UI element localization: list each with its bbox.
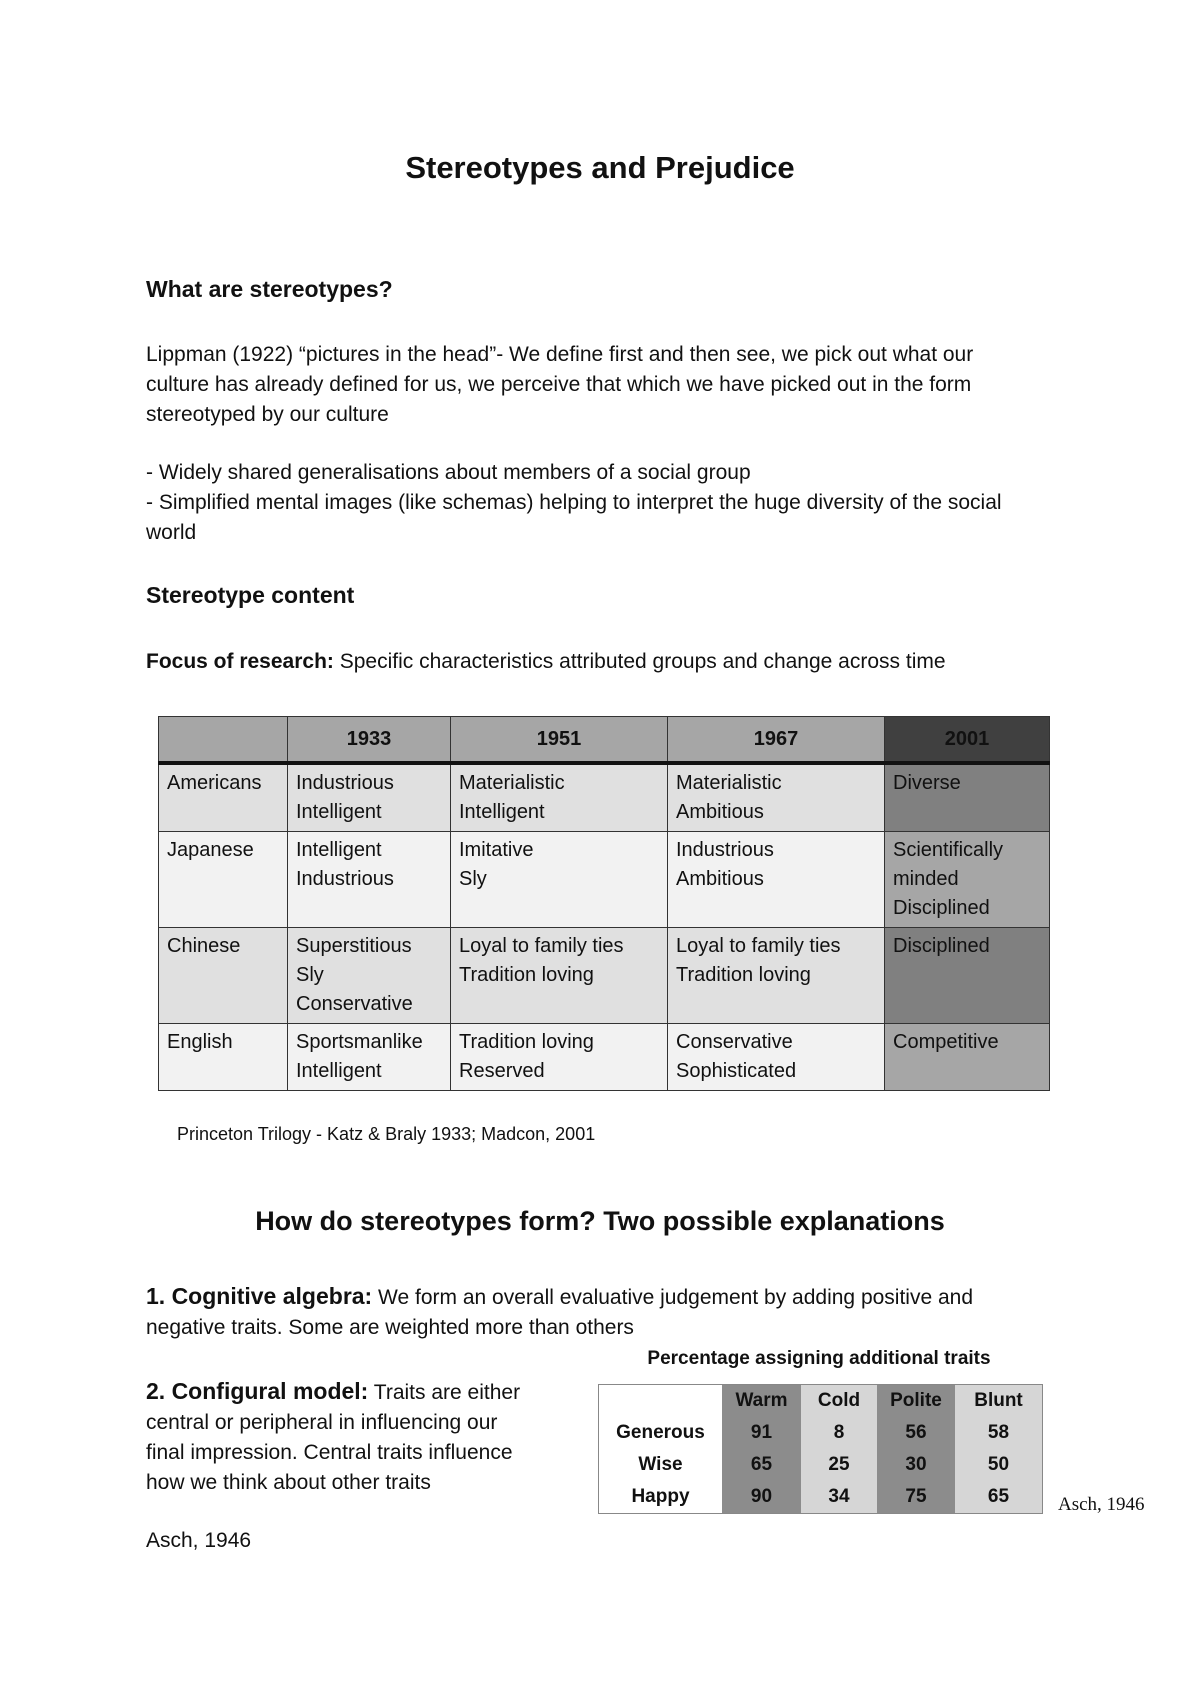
header-cell: Cold bbox=[801, 1385, 877, 1418]
row-label: Generous bbox=[599, 1417, 723, 1449]
traits-cell bbox=[288, 763, 451, 832]
bullet-item: world bbox=[146, 521, 197, 544]
traits-cell bbox=[668, 763, 885, 832]
value-cell: 50 bbox=[955, 1449, 1043, 1481]
value-cell: 25 bbox=[801, 1449, 877, 1481]
trait: Tradition loving bbox=[459, 964, 594, 986]
heading-how-stereotypes-form: How do stereotypes form? Two possible explanations bbox=[255, 1206, 945, 1236]
text-line: negative traits. Some are weighted more than others bbox=[146, 1316, 634, 1339]
traits-cell bbox=[451, 832, 668, 928]
header-cell: Polite bbox=[877, 1385, 955, 1418]
trait: Ambitious bbox=[676, 868, 764, 890]
trait: minded bbox=[893, 868, 959, 890]
traits-cell bbox=[451, 928, 668, 1024]
table-row bbox=[599, 1481, 1043, 1514]
traits-cell bbox=[885, 1024, 1050, 1091]
trait: Industrious bbox=[296, 868, 394, 890]
focus-paragraph bbox=[146, 647, 1076, 677]
value-cell: 34 bbox=[801, 1481, 877, 1514]
trait: Materialistic bbox=[676, 772, 782, 794]
trait: Disciplined bbox=[893, 935, 990, 957]
trait: Disciplined bbox=[893, 897, 990, 919]
group-cell: Chinese bbox=[159, 928, 288, 1024]
bullet-list bbox=[146, 458, 1076, 548]
trait: Sophisticated bbox=[676, 1060, 797, 1082]
text-line: final impression. Central traits influence bbox=[146, 1441, 513, 1464]
table-caption: Princeton Trilogy - Katz & Braly 1933; Madcon, 2001 bbox=[177, 1124, 596, 1144]
trait: Sly bbox=[296, 964, 324, 986]
table-row bbox=[599, 1449, 1043, 1481]
table-row bbox=[159, 928, 1050, 1024]
traits-cell bbox=[288, 832, 451, 928]
value-cell: 90 bbox=[722, 1481, 801, 1514]
value-cell: 91 bbox=[722, 1417, 801, 1449]
cognitive-algebra-paragraph bbox=[146, 1281, 1076, 1343]
text-line: central or peripheral in influencing our bbox=[146, 1411, 498, 1434]
label: 1. Cognitive algebra: bbox=[146, 1283, 373, 1309]
table-row bbox=[159, 1024, 1050, 1091]
page-title: Stereotypes and Prejudice bbox=[405, 150, 795, 185]
trait: Intelligent bbox=[459, 801, 545, 823]
trait: Intelligent bbox=[296, 801, 382, 823]
trait: Loyal to family ties bbox=[459, 935, 624, 957]
header-cell: 1933 bbox=[288, 717, 451, 764]
header-cell bbox=[159, 717, 288, 764]
trait: Ambitious bbox=[676, 801, 764, 823]
traits-cell bbox=[668, 928, 885, 1024]
trait: Tradition loving bbox=[676, 964, 811, 986]
bullet-item: - Simplified mental images (like schemas) helping to interpret the huge diversity of the social bbox=[146, 491, 1002, 514]
lippman-paragraph bbox=[146, 340, 1076, 430]
trait: Sportsmanlike bbox=[296, 1031, 423, 1053]
value-cell: 30 bbox=[877, 1449, 955, 1481]
traits-cell bbox=[885, 928, 1050, 1024]
group-cell: English bbox=[159, 1024, 288, 1091]
stereotype-table bbox=[158, 716, 1050, 1091]
header-cell: Blunt bbox=[955, 1385, 1043, 1418]
traits-cell bbox=[288, 928, 451, 1024]
row-label: Wise bbox=[599, 1449, 723, 1481]
traits-cell bbox=[885, 763, 1050, 832]
text-line: We form an overall evaluative judgement by adding positive and bbox=[372, 1286, 974, 1309]
value-cell: 8 bbox=[801, 1417, 877, 1449]
asch-table-title: Percentage assigning additional traits bbox=[647, 1348, 991, 1369]
trait: Intelligent bbox=[296, 1060, 382, 1082]
header-cell: 1967 bbox=[668, 717, 885, 764]
value-cell: 58 bbox=[955, 1417, 1043, 1449]
group-cell: Japanese bbox=[159, 832, 288, 928]
header-cell: 2001 bbox=[885, 717, 1050, 764]
trait: Loyal to family ties bbox=[676, 935, 841, 957]
trait: Competitive bbox=[893, 1031, 999, 1053]
value-cell: 65 bbox=[955, 1481, 1043, 1514]
trait: Scientifically bbox=[893, 839, 1004, 861]
bullet-item: - Widely shared generalisations about members of a social group bbox=[146, 461, 751, 484]
text-line: stereotyped by our culture bbox=[146, 403, 389, 426]
label: 2. Configural model: bbox=[146, 1378, 369, 1404]
table-row bbox=[159, 763, 1050, 832]
trait: Conservative bbox=[296, 993, 413, 1015]
traits-cell bbox=[451, 763, 668, 832]
trait: Imitative bbox=[459, 839, 534, 861]
header-cell: Warm bbox=[722, 1385, 801, 1418]
asch-table bbox=[598, 1384, 1043, 1514]
header-cell: 1951 bbox=[451, 717, 668, 764]
heading-stereotype-content: Stereotype content bbox=[146, 582, 355, 608]
text-line: culture has already defined for us, we perceive that which we have picked out in the form bbox=[146, 373, 972, 396]
asch-table-citation: Asch, 1946 bbox=[1058, 1494, 1145, 1515]
value-cell: 56 bbox=[877, 1417, 955, 1449]
heading-what-are-stereotypes: What are stereotypes? bbox=[146, 276, 393, 302]
group-cell: Americans bbox=[159, 763, 288, 832]
row-label: Happy bbox=[599, 1481, 723, 1514]
value-cell: 65 bbox=[722, 1449, 801, 1481]
traits-cell bbox=[451, 1024, 668, 1091]
traits-cell bbox=[668, 832, 885, 928]
table-header-row bbox=[159, 717, 1050, 764]
table-row bbox=[159, 832, 1050, 928]
trait: Superstitious bbox=[296, 935, 412, 957]
trait: Industrious bbox=[296, 772, 394, 794]
trait: Tradition loving bbox=[459, 1031, 594, 1053]
trait: Materialistic bbox=[459, 772, 565, 794]
table-header-row bbox=[599, 1385, 1043, 1418]
traits-cell bbox=[668, 1024, 885, 1091]
focus-text: Specific characteristics attributed groups and change across time bbox=[333, 650, 946, 673]
text-line: Lippman (1922) “pictures in the head”- We define first and then see, we pick out what our bbox=[146, 343, 974, 366]
table-row bbox=[599, 1417, 1043, 1449]
value-cell: 75 bbox=[877, 1481, 955, 1514]
trait: Sly bbox=[459, 868, 487, 890]
trait: Reserved bbox=[459, 1060, 545, 1082]
text-line: Traits are either bbox=[368, 1381, 521, 1404]
traits-cell bbox=[885, 832, 1050, 928]
focus-label: Focus of research: bbox=[146, 650, 334, 673]
trait: Intelligent bbox=[296, 839, 382, 861]
configural-model-paragraph bbox=[146, 1376, 586, 1498]
trait: Conservative bbox=[676, 1031, 793, 1053]
text-line: how we think about other traits bbox=[146, 1471, 431, 1494]
trait: Industrious bbox=[676, 839, 774, 861]
empty-cell bbox=[599, 1385, 723, 1418]
traits-cell bbox=[288, 1024, 451, 1091]
trait: Diverse bbox=[893, 772, 961, 794]
citation: Asch, 1946 bbox=[146, 1529, 252, 1552]
